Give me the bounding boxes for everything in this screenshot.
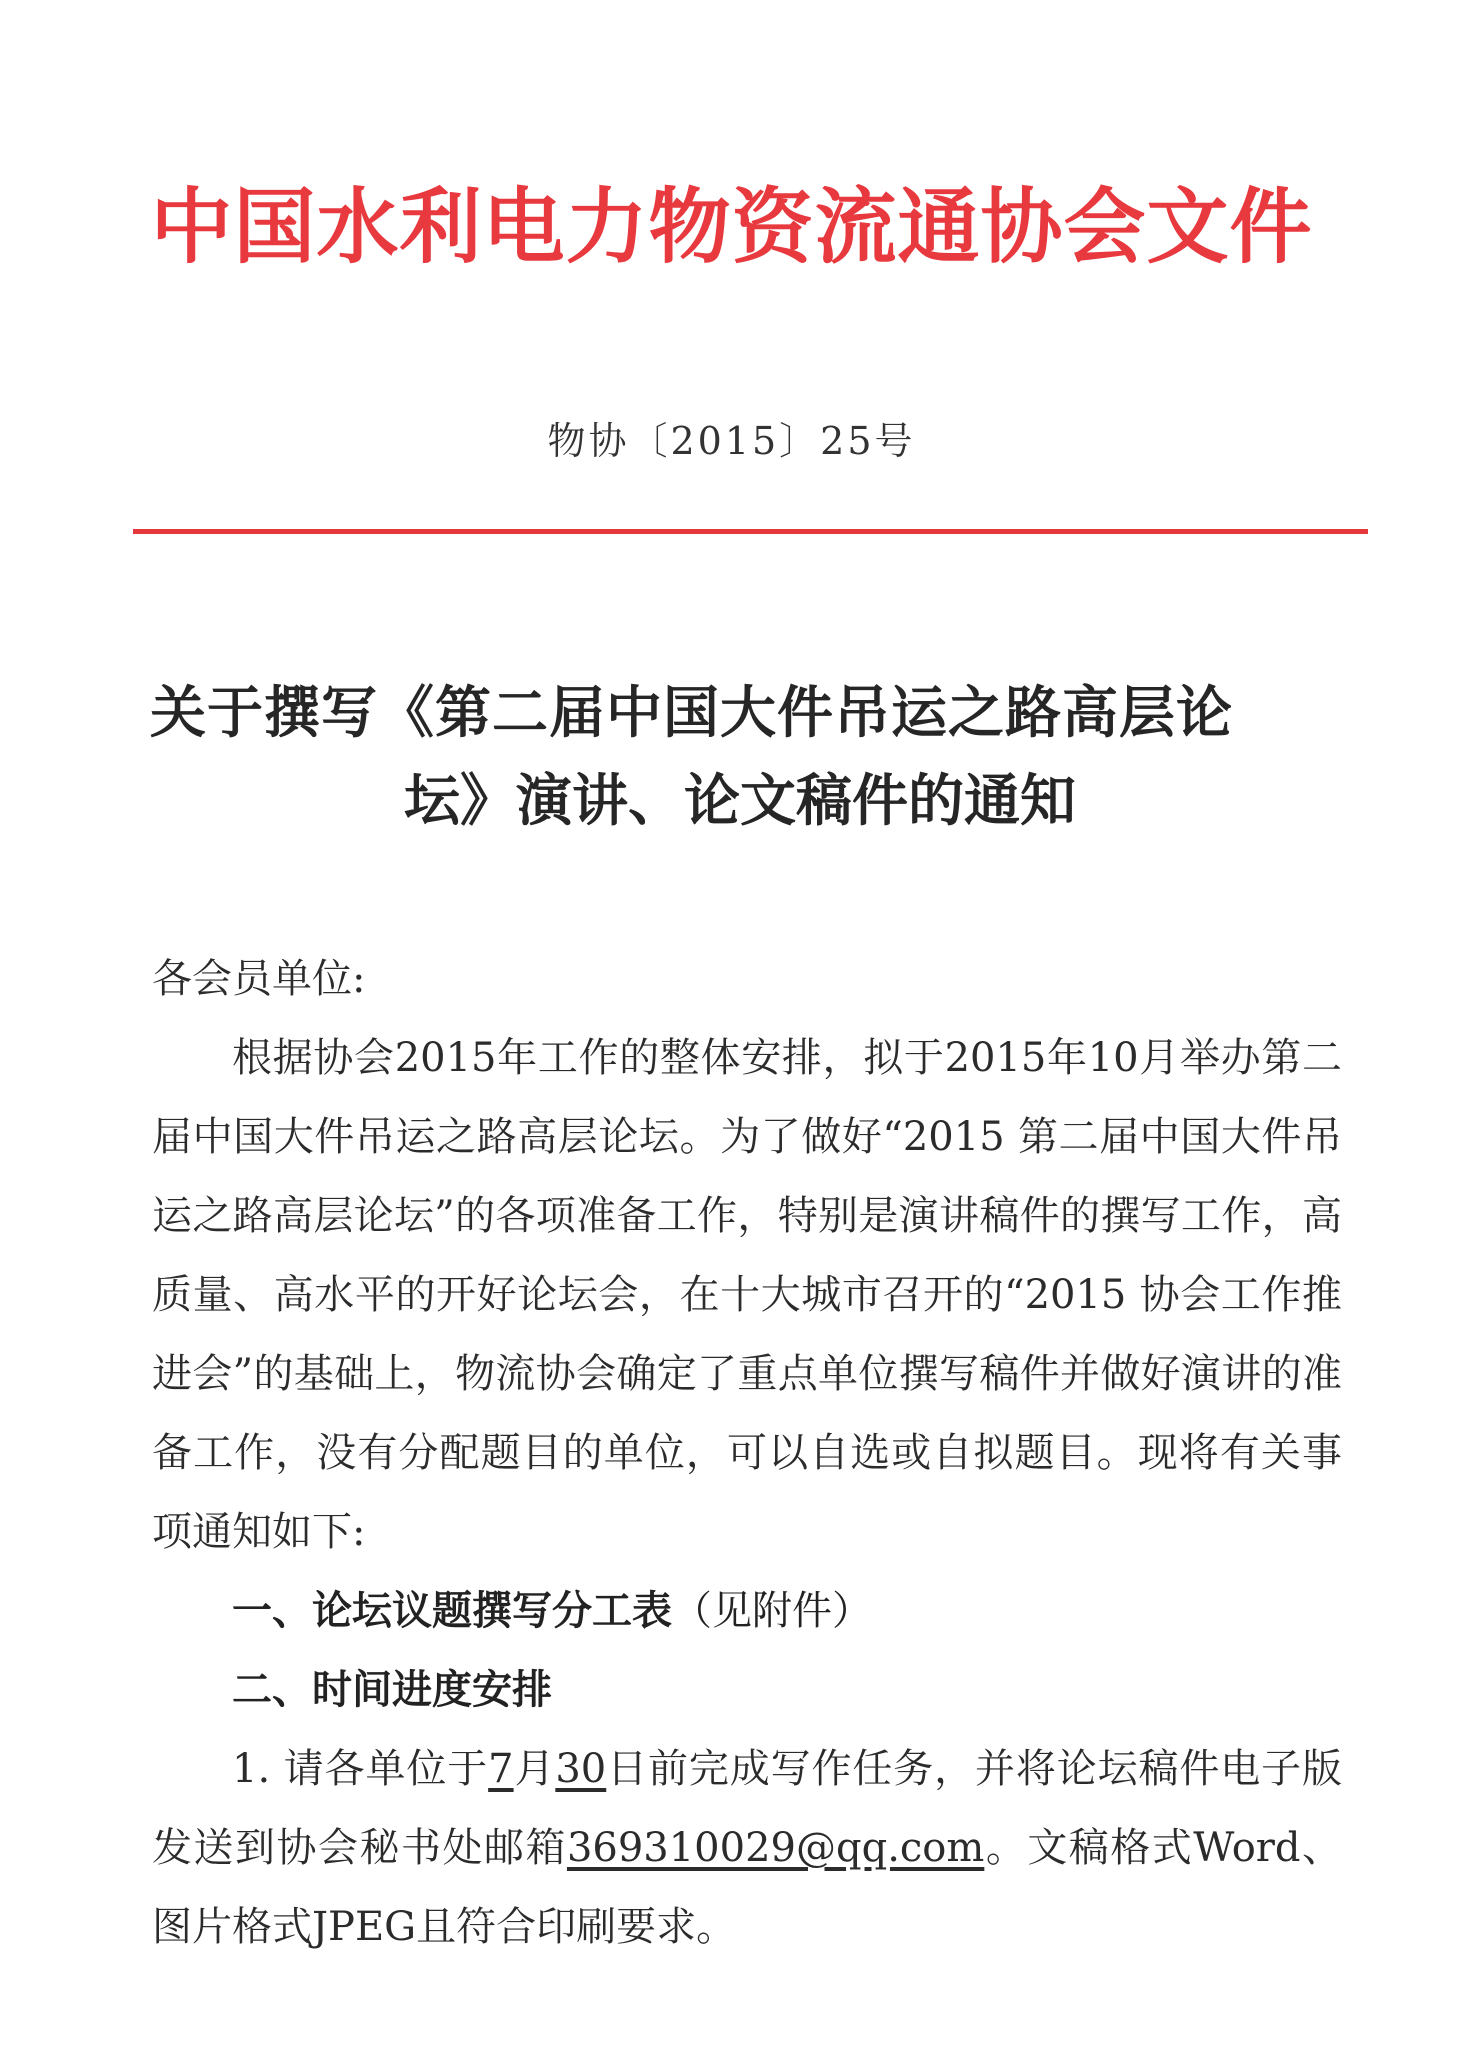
salutation: 各会员单位: <box>152 956 366 1002</box>
section-1-heading <box>152 1572 1342 1651</box>
deadline-day: 30 <box>555 1746 607 1792</box>
intro-paragraph: 根据协会2015年工作的整体安排，拟于2015年10月举办第二届中国大件吊运之路高层论坛。为了做好“2015 第二届中国大件吊运之路高层论坛”的各项准备工作，特别是演讲稿件的撰写工作，高质量、高水平的开好论坛会，在十大城市召开的“2015 协会工作推进会”的基础上，物流协会确定了重点单位撰写稿件并做好演讲的准备工作，没有分配题目的单位，可以自选或自拟题目。现将有关事项通知如下: <box>152 1035 1342 1555</box>
document-number: 物协〔2015〕25号 <box>547 419 916 463</box>
section-2-heading: 二、时间进度安排 <box>232 1667 552 1713</box>
item-1-middle: 日前完成写作任务，并将论坛稿件电子版发送到协会秘书处邮箱 <box>152 1746 1342 1871</box>
red-divider-line <box>133 529 1368 534</box>
notice-title <box>150 670 1330 846</box>
notice-title-line-2: 坛》演讲、论文稿件的通知 <box>404 769 1076 834</box>
document-header-title: 中国水利电力物资流通协会文件 <box>150 179 1313 275</box>
section-1-label: 一、论坛议题撰写分工表 <box>232 1588 672 1634</box>
item-1-prefix: 1. 请各单位于 <box>232 1746 489 1792</box>
section-1-note: （见附件） <box>672 1588 872 1634</box>
schedule-item-1 <box>152 1730 1342 1967</box>
secretariat-email: 369310029@qq.com <box>566 1825 985 1871</box>
item-1-suffix: 。文稿格式Word、图片格式JPEG且符合印刷要求。 <box>152 1825 1342 1950</box>
deadline-month-unit: 月 <box>513 1746 556 1792</box>
notice-body <box>152 940 1342 1967</box>
notice-title-line-1: 关于撰写《第二届中国大件吊运之路高层论 <box>150 681 1233 746</box>
deadline-month: 7 <box>488 1746 514 1792</box>
